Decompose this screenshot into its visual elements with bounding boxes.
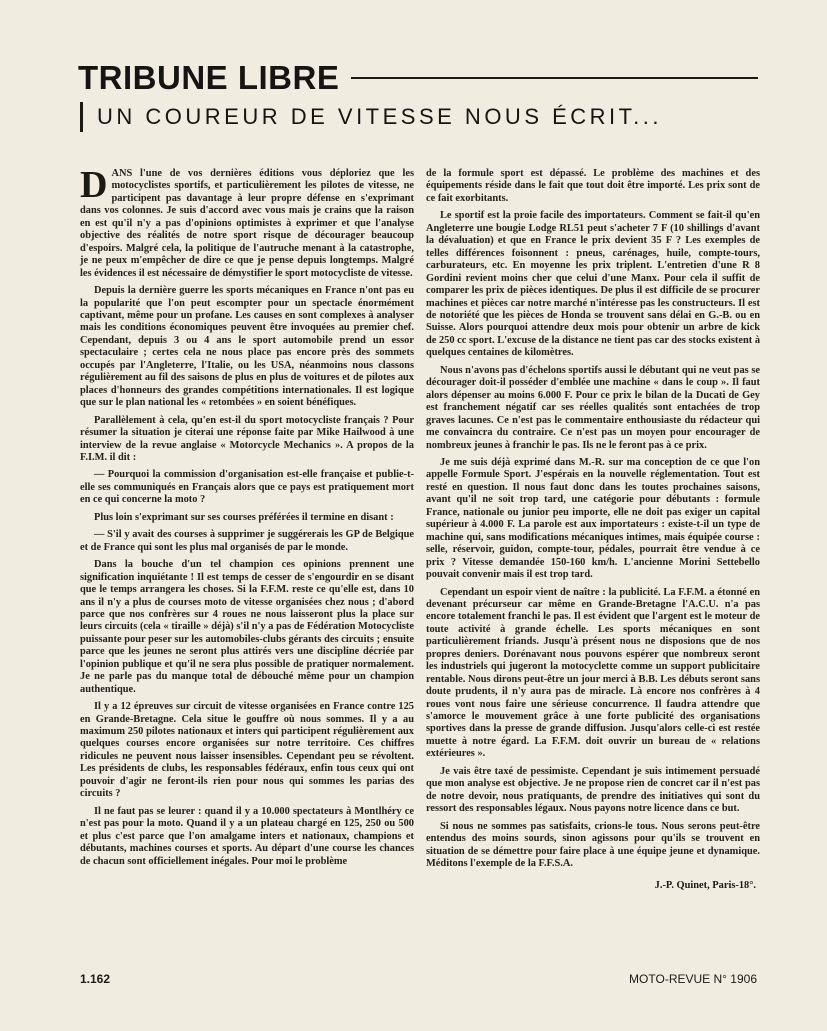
article-paragraph: Il y a 12 épreuves sur circuit de vitesse organisées en France contre 125 en Grande-Bretagne. Cela situe le gouffre où nous sommes. Il y a au maximum 250 pilotes nationaux et inters qui participent régulièrement aux quelques courses encore organisées sur notre territoire. Ces chiffres ridicules ne peuvent nous laisser insensibles. Cependant peu se révoltent. Les présidents de clubs, les responsables fédéraux, enfin tous ceux qui ont pouvoir d'agir ne feront-ils rien pour nous qui sommes les parias des circuits ? <box>80 701 414 800</box>
article-paragraph: Nous n'avons pas d'échelons sportifs aussi le débutant qui ne veut pas se décourager doit-il posséder d'emblée une machine « dans le coup ». Il faut alors dépenser au moins 6.000 F. Pour ce prix le bilan de la Ducati de Gey est franchement négatif car ses réelles qualités sont entachées de trop graves lacunes. Ce n'est pas le commentaire enthousiaste du rédacteur qui me convaincra du contraire. Ce n'est pas un moyen pour encourager de nombreux jeunes à franchir le pas. Ils ne le feront pas à ce prix. <box>426 364 760 451</box>
subtitle-row <box>78 102 758 132</box>
article-body <box>80 164 761 892</box>
article-paragraph: Depuis la dernière guerre les sports mécaniques en France n'ont pas eu la popularité que l'on peut escompter pour un spectacle énormément captivant, même pour un profane. Les causes en sont complexes à analyser mais les conditions économiques peuvent être invoquées au premier chef. Cependant, depuis 3 ou 4 ans le sport automobile prend un essor spectaculaire ; certes cela ne nous place pas encore près des sommets occupés par l'Angleterre, l'Italie, ou les USA, néanmoins nous classons régulièrement au fil des saisons de plus en plus de voitures et de pilotes aux places d'honneurs des grandes compétitions internationales. Il est logique que sur le plan national les « retombées » en soient bénéfiques. <box>80 285 414 409</box>
article-column-left <box>80 164 414 891</box>
title-row <box>78 58 758 98</box>
page-subtitle: UN COUREUR DE VITESSE NOUS ÉCRIT... <box>97 104 663 129</box>
article-column-right <box>426 168 760 891</box>
article-paragraph: Il ne faut pas se leurer : quand il y a 10.000 spectateurs à Montlhéry ce n'est pas pour la moto. Quand il y a un plateau chargé en 125, 250 ou 500 et plus c'est parce que l'on amalgame inters et nationaux, champions et débutants, machines courses et sports. Au départ d'une course les chances de chacun sont officiellement inégales. Pour moi le problème <box>80 805 414 867</box>
article-paragraph: — Pourquoi la commission d'organisation est-elle française et publie-t-elle ses communiqués en Français alors que ce pays est pratiquement mort en ce qui concerne la moto ? <box>80 469 414 506</box>
article-paragraph: — S'il y avait des courses à supprimer je suggérerais les GP de Belgique et de France qui sont les plus mal organisés de par le monde. <box>80 529 414 553</box>
page-title: TRIBUNE LIBRE <box>78 59 340 96</box>
article-paragraph: Plus loin s'exprimant sur ses courses préférées il termine en disant : <box>94 511 394 523</box>
article-paragraph: Je me suis déjà exprimé dans M.-R. sur ma conception de ce que l'on appelle Formule Sport. J'espérais en la nouvelle réglementation. Tout est resté en question. Il nous faut donc dans les toutes prochaines saisons, avant qu'il ne soit trop tard, une catégorie pour débutants : formule France, nationale ou junior peu importe, elle ne doit pas exiger un capital supérieur à 4.000 F. La parole est aux importateurs : existe-t-il un type de machine qui, sans modifications mécaniques intimes, mais équipée course : selle, réservoir, guidon, compte-tour, pédales, pourrait être vendue à ce prix ? Vitesse demandée 150-160 km/h. L'ancienne Morini Settebello pouvait convenir mais il est trop tard. <box>426 456 760 581</box>
title-rule <box>351 77 758 79</box>
paragraph-text: ANS l'une de vos dernières éditions vous déploriez que les motocyclistes sportifs, et particulièrement les pilotes de vitesse, ne participent pas davantage à leur propre défense en s'exprimant dans vos colonnes. Je suis d'accord avec vous mais je crains que la raison en est qu'il n'y a pas d'opinions optimistes à exprimer et que l'analyse objective des réalités de notre sport risque de décourager beaucoup d'espoirs. Malgré cela, la politique de l'autruche menant à la catastrophe, je ne peux m'empêcher de dire ce que je pense depuis longtemps. Malgré les évidences il est nécessaire de démystifier le sport motocycliste de vitesse. <box>80 168 414 279</box>
article-paragraph: Dans la bouche d'un tel champion ces opinions prennent une signification inquiétante ! Il est temps de cesser de s'engourdir en se disant que le temps arrangera les choses. Si la F.F.M. reste ce qu'elle est, dans 10 ans il n'y a plus de courses moto de vitesse organisées chez nous ; d'abord parce que nos confrères sur 4 roues ne nous laisseront plus la place sur leurs circuits (cela « tiraille » déjà) s'il n'y a pas de Fédération Motocycliste puissante pour peser sur les automobiles-clubs gérants des circuits ; ensuite parce que les jeunes ne seront plus attirés vers une discipline décriée par l'opinion publique et qu'il ne sera plus possible de pratiquer normalement. Je ne parle pas du manque total de débouché même pour un champion authentique. <box>80 559 414 695</box>
page-number: 1.162 <box>80 972 111 986</box>
article-paragraph: Je vais être taxé de pessimiste. Cependant je suis intimement persuadé que mon analyse est objective. Je ne propose rien de concret car il n'est pas de notre devoir, nous pratiquants, de prendre des initiatives qui sont du ressort des responsables légaux. Nous payons notre licence dans ce but. <box>426 765 760 815</box>
article-paragraph <box>80 164 414 280</box>
drop-cap: D <box>80 164 108 206</box>
article-paragraph: Parallèlement à cela, qu'en est-il du sport motocycliste français ? Pour résumer la situation je citerai une réponse faite par Mike Hailwood à une interview de la revue anglaise « Motorcycle Mechanics ». A propos de la F.I.M. il dit : <box>80 414 414 463</box>
article-paragraph: de la formule sport est dépassé. Le problème des machines et des équipements réside dans le fait que tout doit être importé. Les prix sont de ce fait exorbitants. <box>426 168 760 204</box>
title-block <box>78 58 758 132</box>
publication-name: MOTO-REVUE N° 1906 <box>629 972 757 986</box>
article-paragraph: Cependant un espoir vient de naître : la publicité. La F.F.M. a étonné en devenant précurseur car même en Grande-Bretagne l'A.C.U. n'a pas encore totalement franchi le pas. Il est évident que l'argent est le moteur de toute activité à grande échelle. Les sports mécaniques en sont particulièrement friands. Jusqu'à présent nous ne disposions que de nos propres deniers. Dorénavant nous pouvons espérer que nombreux seront les industriels qui jugeront la motocyclette comme un support publicitaire rentable. Nous dirons peut-être un jour merci à B.B. Les débuts seront sans doute prudents, il n'y aura pas de miracle. Là encore nos confrères à 4 roues vont nous faire une sérieuse concurrence. Il faudra attendre que s'amorce le mouvement grâce à une forte publicité des organisations sportives dans la presse de grande diffusion. Jusqu'alors celle-ci est restée muette à notre égard. La F.F.M. doit ouvrir un bureau de « relations extérieures ». <box>426 586 760 760</box>
article-paragraph: Le sportif est la proie facile des importateurs. Comment se fait-il qu'en Angleterre une bougie Lodge RL51 peut s'acheter 7 F (10 shillings d'avant la dévaluation) et que en France le prix devient 35 F ? Les exemples de telles différences foisonnent : pneus, carénages, huile, compte-tours, carburateurs, etc. En moyenne les prix triplent. L'entretien d'une R 8 Gordini revient moins cher que celui d'une Manx. Pour cela il suffit de comparer les prix de pièces identiques. De plus il est difficile de se procurer machines et pièces car notre marché n'intéresse pas les constructeurs. Il est de notoriété que les pièces de Honda se trouvent sans délai en G.-B. ou en Suisse. Alors pourquoi attendre deux mois pour obtenir un arbre de kick de 250 cc sport. L'excuse de la distance ne tient pas car des stocks existent à quelques centaines de kilomètres. <box>426 210 761 359</box>
author-signature: J.-P. Quinet, Paris-18°. <box>654 880 756 892</box>
article-paragraph: Si nous ne sommes pas satisfaits, crions-le tous. Nous serons peut-être entendus des moins sourds, sinon agissons pour qu'ils se trouvent en situation de se démettre pour faire place à une équipe jeune et dynamique. Méditons l'exemple de la F.F.S.A. <box>426 820 760 870</box>
